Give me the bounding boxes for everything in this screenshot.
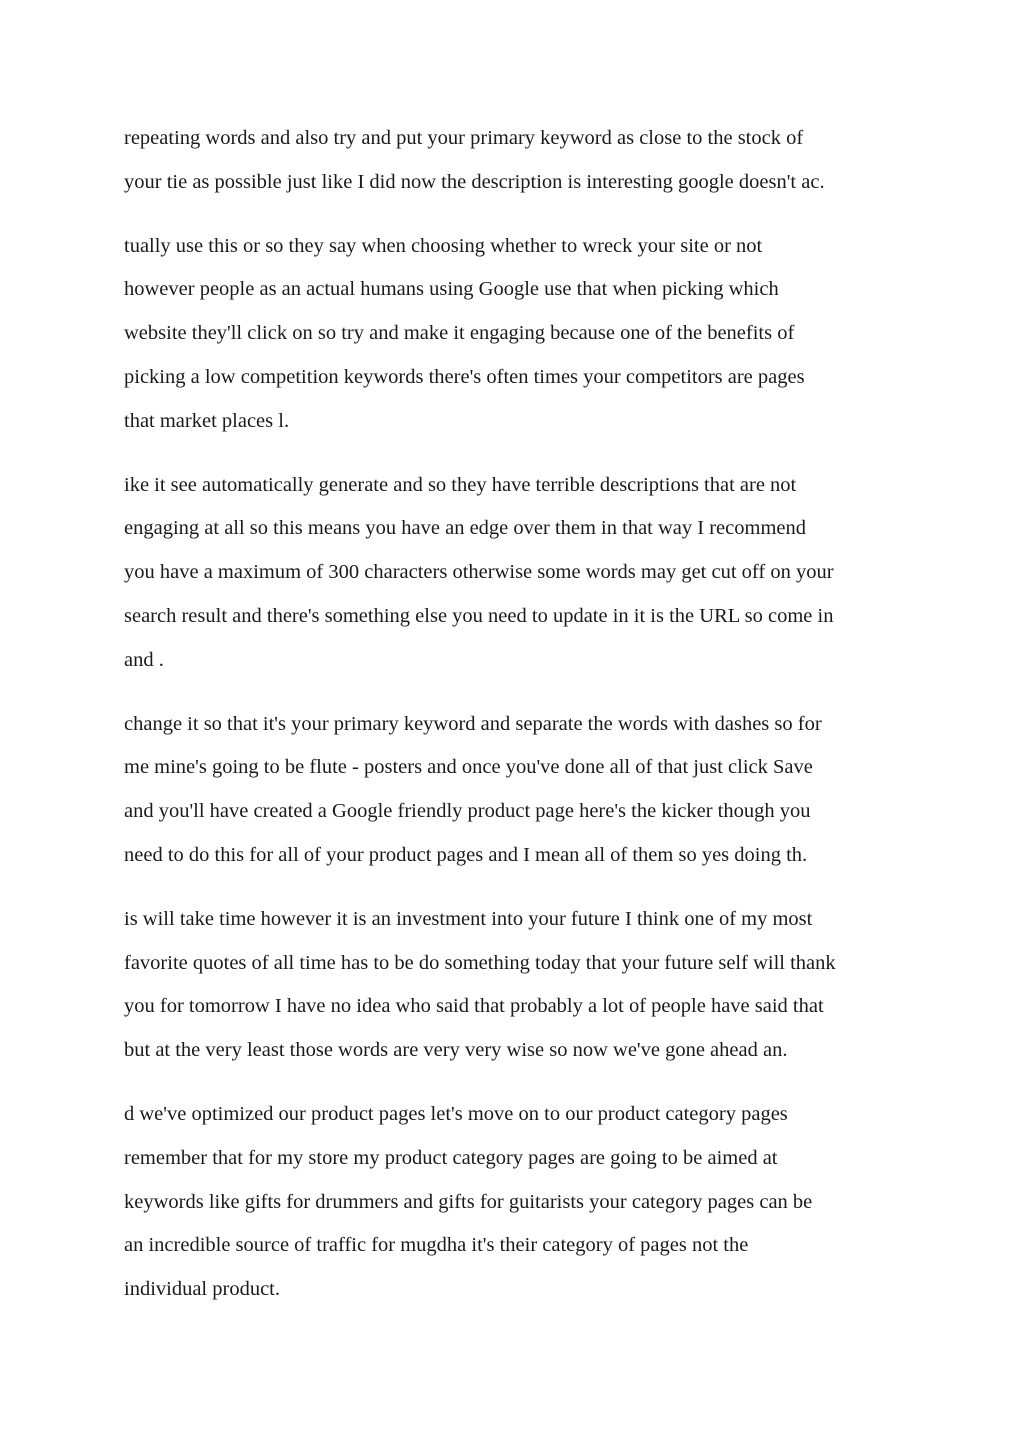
text-line: individual product. — [124, 1278, 281, 1301]
text-line: but at the very least those words are very very wise so now we've gone ahead an. — [124, 1039, 788, 1062]
text-line: your tie as possible just like I did now the description is interesting google doesn't ac. — [124, 170, 825, 193]
text-line: d we've optimized our product pages let's move on to our product category pages — [124, 1102, 788, 1125]
text-line: ike it see automatically generate and so they have terrible descriptions that are not — [124, 473, 797, 496]
text-line: me mine's going to be flute - posters and once you've done all of that just click Save — [124, 756, 813, 779]
paragraph-5 — [124, 898, 914, 1073]
text-line: an incredible source of traffic for mugdha it's their category of pages not the — [124, 1234, 749, 1257]
text-line: picking a low competition keywords there's often times your competitors are pages — [124, 365, 805, 388]
text-line: remember that for my store my product category pages are going to be aimed at — [124, 1146, 778, 1169]
text-line: you have a maximum of 300 characters otherwise some words may get cut off on your — [124, 561, 834, 584]
paragraph-1 — [124, 117, 914, 205]
text-line: engaging at all so this means you have an edge over them in that way I recommend — [124, 517, 806, 540]
text-line: repeating words and also try and put your primary keyword as close to the stock of — [124, 127, 804, 149]
paragraph-6 — [124, 1093, 914, 1312]
text-line: that market places l. — [124, 409, 290, 432]
text-line: keywords like gifts for drummers and gifts for guitarists your category pages can be — [124, 1190, 813, 1213]
paragraph-3 — [124, 464, 914, 683]
text-line: change it so that it's your primary keyword and separate the words with dashes so for — [124, 712, 822, 735]
text-line: search result and there's something else you need to update in it is the URL so come in — [124, 604, 834, 627]
text-line: however people as an actual humans using Google use that when picking which — [124, 278, 779, 301]
text-line: tually use this or so they say when choosing whether to wreck your site or not — [124, 234, 763, 257]
text-line: favorite quotes of all time has to be do something today that your future self will thank — [124, 951, 836, 974]
text-line: is will take time however it is an investment into your future I think one of my most — [124, 907, 813, 930]
text-line: you for tomorrow I have no idea who said that probably a lot of people have said that — [124, 995, 824, 1018]
document-page — [124, 117, 914, 1332]
text-line: and . — [124, 648, 164, 671]
text-line: website they'll click on so try and make it engaging because one of the benefits of — [124, 322, 795, 345]
paragraph-4 — [124, 703, 914, 878]
text-line: need to do this for all of your product pages and I mean all of them so yes doing th. — [124, 843, 808, 866]
paragraph-2 — [124, 225, 914, 444]
text-line: and you'll have created a Google friendly product page here's the kicker though you — [124, 800, 811, 823]
